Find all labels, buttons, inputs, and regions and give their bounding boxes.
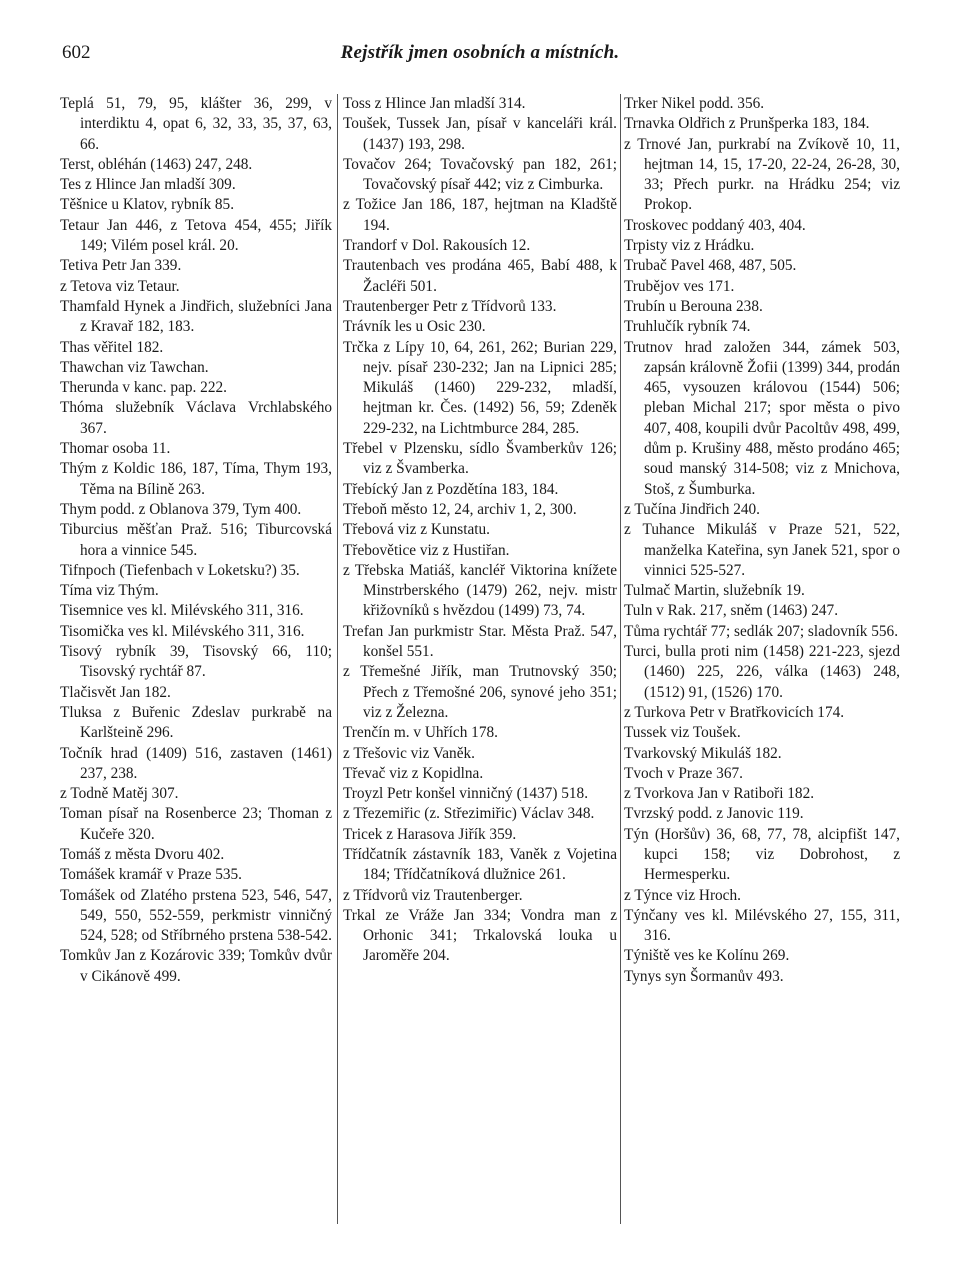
index-entry: Trpisty viz z Hrádku. xyxy=(624,237,755,255)
index-entry: z Tvorkova Jan v Ratiboři 182. xyxy=(624,785,815,803)
index-entry: Trubín u Berouna 238. xyxy=(624,297,763,315)
index-entry: Tůma rychtář 77; sedlák 207; sladovník 556. xyxy=(624,622,899,640)
index-entry: Týn (Horšův) 36, 68, 77, 78, alcipfišt 147, kupci 158; viz Dobrohost, z Hermesperku. xyxy=(624,825,900,884)
index-entry: Teplá 51, 79, 95, klášter 36, 299, v interdiktu 4, opat 6, 32, 33, 35, 37, 63, 66. xyxy=(60,95,332,153)
index-entry: Trker Nikel podd. 356. xyxy=(624,95,765,112)
index-entry: Tisový rybník 39, Tisovský 66, 110; Tisovský rychtář 87. xyxy=(60,643,332,681)
index-entry: Tomáš z města Dvoru 402. xyxy=(60,845,225,863)
index-entry: Toušek, Tussek Jan, písař v kanceláři král. (1437) 193, 298. xyxy=(343,115,617,153)
column-divider-left xyxy=(337,94,338,1224)
index-entry: z Třezemiřic (z. Střezimiřic) Václav 348. xyxy=(343,805,595,823)
index-entry: Trenčín m. v Uhřích 178. xyxy=(343,724,498,742)
index-entry: Terst, obléhán (1463) 247, 248. xyxy=(60,155,253,173)
index-entry: z Trnové Jan, purkrabí na Zvíkově 10, 11, hejtman 14, 15, 17-20, 22-24, 26-28, 30, 33; Přech purkr. na Hrádku 254; viz Prokop. xyxy=(624,135,900,214)
index-entry: Trávník les u Osic 230. xyxy=(343,318,486,336)
index-entry: Tvrzský podd. z Janovic 119. xyxy=(624,805,804,823)
index-entry: Tiburcius měšťan Praž. 516; Tiburcovská hora a vinnice 545. xyxy=(60,521,332,559)
index-entry: Tisomička ves kl. Milévského 311, 316. xyxy=(60,622,305,640)
index-entry: Trandorf v Dol. Rakousích 12. xyxy=(343,237,531,255)
index-entry: z Třídvorů viz Trautenberger. xyxy=(343,886,523,904)
index-entry: z Tožice Jan 186, 187, hejtman na Kladště 194. xyxy=(343,196,617,234)
index-entry: Tomášek kramář v Praze 535. xyxy=(60,866,243,884)
index-entry: Těšnice u Klatov, rybník 85. xyxy=(60,196,235,214)
index-entry: Toss z Hlince Jan mladší 314. xyxy=(343,95,526,112)
index-entry: Tovačov 264; Tovačovský pan 182, 261; Tovačovský písař 442; viz z Cimburka. xyxy=(343,155,617,194)
index-entry: z Třemešné Jiřík, man Trutnovský 350; Přech z Třemošné 206, synové jeho 351; viz z Železna. xyxy=(343,663,617,721)
index-entry: Thym podd. z Oblanova 379, Tym 400. xyxy=(60,500,302,518)
index-entry: Trautenbach ves prodána 465, Babí 488, k Žacléři 501. xyxy=(343,257,617,295)
index-entry: Trnavka Oldřich z Prunšperka 183, 184. xyxy=(624,115,870,133)
index-entry: Tynys syn Šormanův 493. xyxy=(624,967,784,985)
index-entry: Thomar osoba 11. xyxy=(60,440,171,458)
index-column-2 xyxy=(343,94,617,967)
index-entry: z Týnce viz Hroch. xyxy=(624,886,741,904)
index-entry: Thým z Koldic 186, 187, Tíma, Thym 193, Těma na Bílině 263. xyxy=(60,460,332,498)
index-entry: Trefan Jan purkmistr Star. Města Praž. 547, konšel 551. xyxy=(343,622,617,661)
running-title: Rejstřík jmen osobních a místních. xyxy=(340,42,620,63)
index-entry: Tluksa z Buřenic Zdeslav purkrabě na Karlšteině 296. xyxy=(60,703,332,742)
index-entry: Toman písař na Rosenberce 23; Thoman z Kučeře 320. xyxy=(60,805,332,843)
index-entry: Tlačisvět Jan 182. xyxy=(60,683,171,701)
index-entry: Třídčatník zástavník 183, Vaněk z Vojetina 184; Třídčatníková dlužnice 261. xyxy=(343,845,617,884)
index-entry: Trkal ze Vráže Jan 334; Vondra man z Orhonic 341; Trkalovská louka u Jaroměře 204. xyxy=(343,906,617,965)
index-entry: Třebová viz z Kunstatu. xyxy=(343,521,490,539)
index-entry: Troskovec poddaný 403, 404. xyxy=(624,216,806,234)
index-entry: Turci, bulla proti nim (1458) 221-223, sjezd (1460) 225, 226, válka (1463) 248, (1512) 91, (1526) 170. xyxy=(624,643,900,701)
page-number: 602 xyxy=(62,42,91,63)
index-entry: Tvoch v Praze 367. xyxy=(624,764,743,782)
index-column-1 xyxy=(60,94,332,987)
index-entry: z Třešovic viz Vaněk. xyxy=(343,744,475,762)
index-entry: Třevač viz z Kopidlna. xyxy=(343,764,484,782)
index-entry: Trčka z Lípy 10, 64, 261, 262; Burian 229, nejv. písař 230-232; Jan na Lipnici 285; Mikuláš (1460) 229-232, mladší, hejtman kr. Čes. (1492) 56, 59; Zdeněk 229-232, na Lichtmburce 284, 285. xyxy=(343,338,617,437)
index-entry: Tulmač Martin, služebník 19. xyxy=(624,582,805,600)
index-entry: z Tetova viz Tetaur. xyxy=(60,277,180,295)
index-entry: Therunda v kanc. pap. 222. xyxy=(60,379,227,397)
index-entry: Tomášek od Zlatého prstena 523, 546, 547, 549, 550, 552-559, perkmistr vinničný 524, 528; od Stříbrného prstena 538-542. xyxy=(60,886,332,945)
index-entry: Tvarkovský Mikuláš 182. xyxy=(624,744,782,762)
index-entry: Thawchan viz Tawchan. xyxy=(60,358,209,376)
index-entry: z Turkova Petr v Bratřkovicích 174. xyxy=(624,703,845,721)
index-entry: Thóma služebník Václava Vrchlabského 367. xyxy=(60,399,332,437)
index-entry: z Todně Matěj 307. xyxy=(60,785,179,803)
index-entry: Tes z Hlince Jan mladší 309. xyxy=(60,176,236,194)
index-entry: Tussek viz Toušek. xyxy=(624,724,741,742)
index-entry: Tricek z Harasova Jiřík 359. xyxy=(343,825,517,843)
index-entry: Tifnpoch (Tiefenbach v Loketsku?) 35. xyxy=(60,561,300,579)
index-entry: z Tučína Jindřich 240. xyxy=(624,500,760,518)
index-entry: Třebel v Plzensku, sídlo Švamberkův 126; viz z Švamberka. xyxy=(343,440,617,478)
index-entry: Trautenberger Petr z Třídvorů 133. xyxy=(343,297,557,315)
index-entry: Trubějov ves 171. xyxy=(624,277,735,295)
index-entry: Thamfald Hynek a Jindřich, služebníci Jana z Kravař 182, 183. xyxy=(60,297,332,336)
index-entry: z Tuhance Mikuláš v Praze 521, 522, manželka Kateřina, syn Janek 521, spor o vinnici 525-527. xyxy=(624,521,900,579)
index-entry: Truhlučík rybník 74. xyxy=(624,318,751,336)
index-entry: Třebovětice viz z Hustiřan. xyxy=(343,541,510,559)
index-entry: Třebícký Jan z Pozdětína 183, 184. xyxy=(343,480,559,498)
index-entry: Trutnov hrad založen 344, zámek 503, zapsán královně Žofii (1399) 344, prodán 465, vysouzen královou (1544) 506; pleban Michal 217; spor města o pivo 407, 408, koupili dvůr Pacoltův 498, 499, dům p. Krušiny 488, město prodáno 465; soud manský 314-508; viz z Mnichova, Stoš, z Šumburka. xyxy=(624,338,900,498)
index-entry: Tuln v Rak. 217, sněm (1463) 247. xyxy=(624,602,839,620)
index-entry: Tomkův Jan z Kozárovic 339; Tomkův dvůr v Cikánově 499. xyxy=(60,947,332,985)
index-column-3 xyxy=(624,94,900,987)
index-entry: Týniště ves ke Kolínu 269. xyxy=(624,947,790,965)
index-entry: Thas věřitel 182. xyxy=(60,338,164,356)
index-entry: Točník hrad (1409) 516, zastaven (1461) 237, 238. xyxy=(60,744,332,782)
index-entry: Týnčany ves kl. Milévského 27, 155, 311, 316. xyxy=(624,906,900,945)
index-entry: Tíma viz Thým. xyxy=(60,582,159,600)
index-entry: Třeboň město 12, 24, archiv 1, 2, 300. xyxy=(343,500,577,518)
index-entry: Tisemnice ves kl. Milévského 311, 316. xyxy=(60,602,304,620)
index-entry: Tetaur Jan 446, z Tetova 454, 455; Jiřík 149; Vilém posel král. 20. xyxy=(60,216,332,255)
index-entry: Tetiva Petr Jan 339. xyxy=(60,257,182,275)
index-entry: z Třebska Matiáš, kancléř Viktorina knížete Minstrberského (1479) 262, nejv. mistr křižovníků s hvězdou (1499) 73, 74. xyxy=(343,561,617,620)
index-entry: Trubač Pavel 468, 487, 505. xyxy=(624,257,797,275)
index-entry: Troyzl Petr konšel vinničný (1437) 518. xyxy=(343,785,589,803)
column-divider-right xyxy=(620,94,621,1224)
